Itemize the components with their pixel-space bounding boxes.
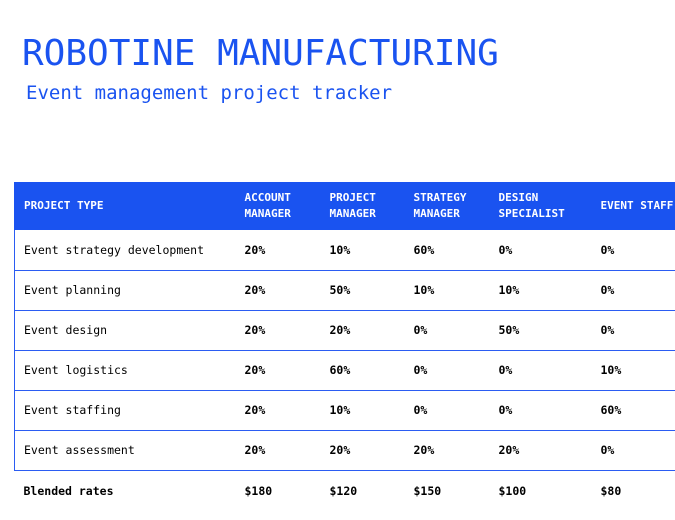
table-row: [15, 310, 675, 350]
column-header-project-type: PROJECT TYPE: [15, 182, 236, 230]
design-specialist-cell: 0%: [498, 403, 513, 417]
account-manager-cell: 20%: [244, 283, 266, 297]
event-staff-cell: 0%: [600, 283, 615, 297]
project-type-cell: Event strategy development: [15, 230, 236, 270]
project-manager-cell: 50%: [329, 283, 351, 297]
table-row: [15, 270, 675, 310]
project-type-cell: Event staffing: [15, 390, 236, 430]
project-manager-rate: $120: [329, 484, 358, 499]
account-manager-cell: 20%: [244, 403, 266, 417]
strategy-manager-cell: 10%: [413, 283, 435, 297]
column-header-strategy-manager: STRATEGY MANAGER: [413, 191, 467, 220]
event-staff-cell: 0%: [600, 323, 615, 337]
table-header-row: [15, 182, 675, 230]
totals-row: [15, 470, 675, 512]
account-manager-cell: 20%: [244, 323, 266, 337]
account-manager-cell: 20%: [244, 242, 266, 257]
strategy-manager-cell: 20%: [413, 443, 435, 457]
design-specialist-cell: 0%: [498, 242, 513, 257]
event-staff-cell: 0%: [600, 242, 615, 257]
design-specialist-cell: 0%: [498, 363, 513, 377]
project-type-cell: Event assessment: [15, 430, 236, 470]
document-title: ROBOTINE MANUFACTURING: [22, 33, 499, 74]
design-specialist-cell: 20%: [498, 443, 520, 457]
table-body: [15, 230, 675, 512]
document-subtitle: Event management project tracker: [26, 82, 393, 104]
project-type-cell: Event logistics: [15, 350, 236, 390]
table-row: [15, 390, 675, 430]
project-type-cell: Event planning: [15, 270, 236, 310]
column-header-design-specialist: DESIGN SPECIALIST: [498, 191, 565, 220]
event-staff-cell: 10%: [600, 363, 622, 377]
design-specialist-cell: 10%: [498, 283, 520, 297]
project-manager-cell: 20%: [329, 323, 351, 337]
project-manager-cell: 60%: [329, 363, 351, 377]
column-header-account-manager: ACCOUNT MANAGER: [244, 191, 291, 220]
project-manager-cell: 10%: [329, 403, 351, 417]
project-type-cell: Event design: [15, 310, 236, 350]
table-row: [15, 430, 675, 470]
strategy-manager-rate: $150: [413, 484, 442, 499]
table-row: [15, 230, 675, 270]
account-manager-cell: 20%: [244, 443, 266, 457]
column-header-event-staff: EVENT STAFF: [600, 199, 674, 212]
totals-label: Blended rates: [23, 484, 114, 499]
account-manager-rate: $180: [244, 484, 273, 499]
column-header-project-manager: PROJECT MANAGER: [329, 191, 376, 220]
table-header: [15, 182, 675, 230]
table-row: [15, 350, 675, 390]
project-manager-cell: 10%: [329, 242, 351, 257]
account-manager-cell: 20%: [244, 363, 266, 377]
design-specialist-rate: $100: [498, 484, 527, 499]
event-staff-cell: 0%: [600, 443, 615, 457]
project-manager-cell: 20%: [329, 443, 351, 457]
strategy-manager-cell: 0%: [413, 403, 428, 417]
project-tracker-table: [14, 182, 675, 512]
event-staff-rate: $80: [600, 484, 622, 499]
design-specialist-cell: 50%: [498, 323, 520, 337]
event-staff-cell: 60%: [600, 403, 622, 417]
strategy-manager-cell: 60%: [413, 242, 435, 257]
strategy-manager-cell: 0%: [413, 323, 428, 337]
strategy-manager-cell: 0%: [413, 363, 428, 377]
